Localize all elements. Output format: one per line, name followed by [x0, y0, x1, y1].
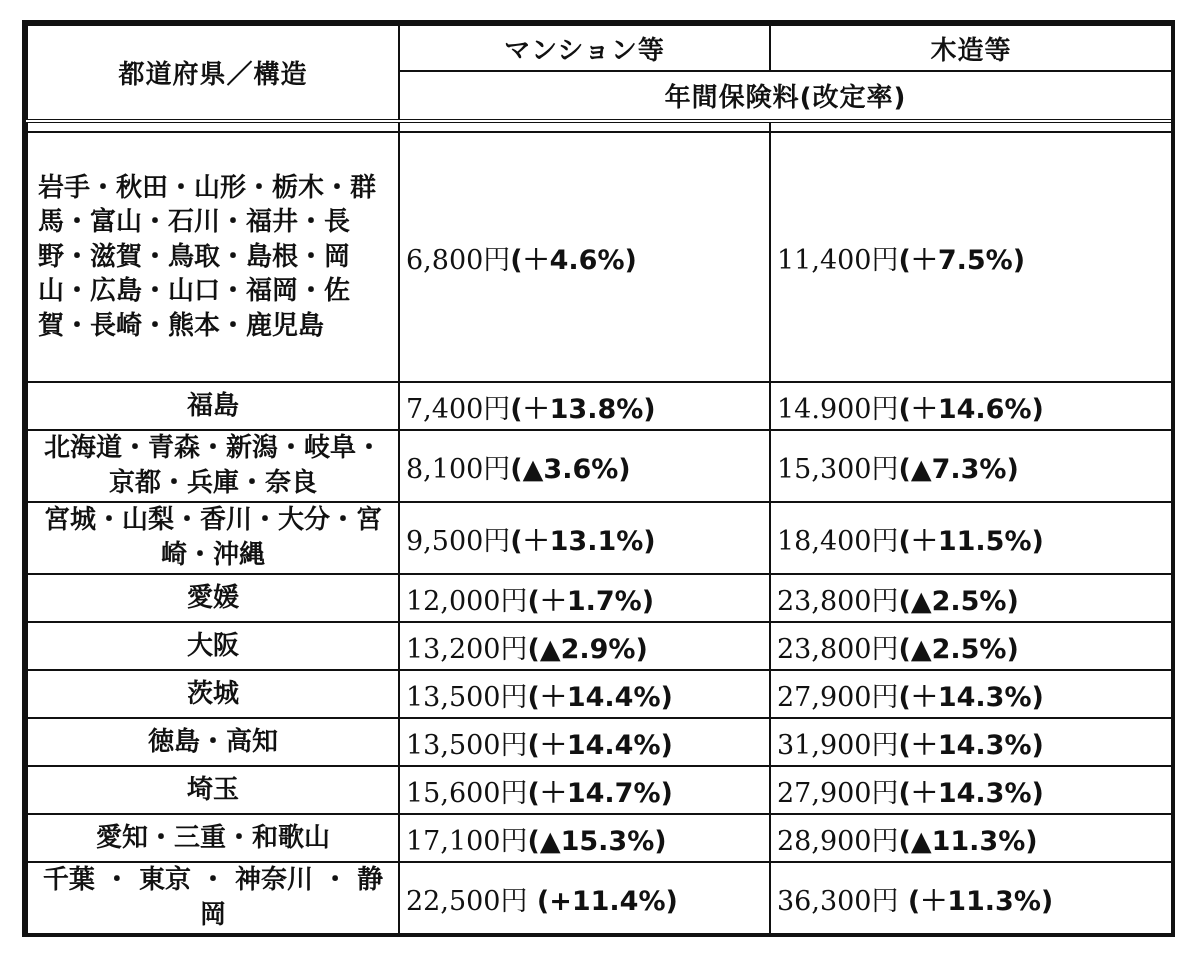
wood-rate: (▲2.5%) — [898, 633, 1019, 665]
mansion-premium: 13,500円 — [406, 729, 528, 761]
mansion-cell — [399, 766, 770, 814]
wood-cell — [770, 718, 1172, 766]
mansion-rate: (▲3.6%) — [510, 453, 631, 485]
table-row — [27, 862, 1172, 934]
table-row — [27, 430, 1172, 502]
wood-rate: (＋7.5%) — [898, 244, 1026, 276]
mansion-cell — [399, 132, 770, 382]
wood-rate: (＋14.3%) — [898, 777, 1044, 809]
table-row — [27, 718, 1172, 766]
wood-rate: (▲7.3%) — [898, 453, 1019, 485]
prefecture-cell: 千葉 ・ 東京 ・ 神奈川 ・ 静岡 — [27, 862, 399, 934]
prefecture-cell: 愛媛 — [27, 574, 399, 622]
mansion-premium: 13,200円 — [406, 633, 528, 665]
table-row — [27, 502, 1172, 574]
mansion-premium: 6,800円 — [406, 244, 511, 276]
mansion-cell — [399, 718, 770, 766]
mansion-rate: (▲2.9%) — [527, 633, 648, 665]
wood-rate: (＋11.5%) — [898, 525, 1044, 557]
mansion-premium: 17,100円 — [406, 825, 528, 857]
mansion-premium: 8,100円 — [406, 453, 511, 485]
wood-premium: 27,900円 — [777, 777, 899, 809]
prefecture-cell: 茨城 — [27, 670, 399, 718]
prefecture-cell: 福島 — [27, 382, 399, 430]
mansion-rate: (＋14.4%) — [527, 681, 673, 713]
header-mansion: マンション等 — [399, 25, 770, 71]
wood-cell — [770, 132, 1172, 382]
wood-cell — [770, 766, 1172, 814]
wood-premium: 31,900円 — [777, 729, 899, 761]
mansion-rate: (+11.4%) — [527, 885, 678, 917]
header-wood: 木造等 — [770, 25, 1172, 71]
premium-table-frame — [22, 20, 1175, 937]
wood-premium: 11,400円 — [777, 244, 899, 276]
header-annual-premium: 年間保険料(改定率) — [399, 71, 1172, 121]
table-row — [27, 766, 1172, 814]
wood-rate: (＋14.3%) — [898, 729, 1044, 761]
wood-premium: 14.900円 — [777, 393, 899, 425]
mansion-premium: 22,500円 — [406, 885, 528, 917]
table-row — [27, 814, 1172, 862]
mansion-rate: (＋13.8%) — [510, 393, 656, 425]
wood-cell — [770, 430, 1172, 502]
mansion-cell — [399, 574, 770, 622]
mansion-cell — [399, 622, 770, 670]
prefecture-cell: 宮城・山梨・香川・大分・宮崎・沖縄 — [27, 502, 399, 574]
wood-rate: (＋14.3%) — [898, 681, 1044, 713]
table-row — [27, 670, 1172, 718]
table-row — [27, 382, 1172, 430]
wood-cell — [770, 670, 1172, 718]
mansion-rate: (＋4.6%) — [510, 244, 637, 276]
table-row — [27, 622, 1172, 670]
mansion-premium: 12,000円 — [406, 585, 528, 617]
mansion-rate: (＋14.7%) — [527, 777, 673, 809]
mansion-cell — [399, 862, 770, 934]
wood-rate: (＋11.3%) — [898, 885, 1054, 917]
mansion-premium: 15,600円 — [406, 777, 528, 809]
prefecture-cell: 大阪 — [27, 622, 399, 670]
mansion-premium: 9,500円 — [406, 525, 511, 557]
prefecture-cell: 埼玉 — [27, 766, 399, 814]
wood-cell — [770, 814, 1172, 862]
table-row — [27, 132, 1172, 382]
prefecture-cell: 愛知・三重・和歌山 — [27, 814, 399, 862]
insurance-premium-table — [26, 24, 1173, 935]
mansion-rate: (＋1.7%) — [527, 585, 655, 617]
wood-rate: (＋14.6%) — [898, 393, 1044, 425]
table-row — [27, 574, 1172, 622]
wood-premium: 36,300円 — [777, 885, 899, 917]
wood-cell — [770, 622, 1172, 670]
wood-premium: 23,800円 — [777, 633, 899, 665]
mansion-cell — [399, 502, 770, 574]
wood-cell — [770, 502, 1172, 574]
wood-premium: 23,800円 — [777, 585, 899, 617]
mansion-cell — [399, 670, 770, 718]
header-prefecture: 都道府県／構造 — [27, 25, 399, 121]
wood-cell — [770, 574, 1172, 622]
wood-cell — [770, 382, 1172, 430]
mansion-premium: 7,400円 — [406, 393, 511, 425]
mansion-premium: 13,500円 — [406, 681, 528, 713]
mansion-rate: (＋14.4%) — [527, 729, 673, 761]
wood-rate: (▲2.5%) — [898, 585, 1019, 617]
wood-rate: (▲11.3%) — [898, 825, 1038, 857]
wood-premium: 18,400円 — [777, 525, 899, 557]
mansion-cell — [399, 430, 770, 502]
wood-premium: 28,900円 — [777, 825, 899, 857]
wood-premium: 27,900円 — [777, 681, 899, 713]
wood-cell — [770, 862, 1172, 934]
mansion-rate: (▲15.3%) — [527, 825, 667, 857]
prefecture-cell: 徳島・高知 — [27, 718, 399, 766]
mansion-cell — [399, 382, 770, 430]
mansion-cell — [399, 814, 770, 862]
mansion-rate: (＋13.1%) — [510, 525, 656, 557]
prefecture-cell: 岩手・秋田・山形・栃木・群馬・富山・石川・福井・長野・滋賀・鳥取・島根・岡山・広島・山口・福岡・佐賀・長崎・熊本・鹿児島 — [27, 132, 399, 382]
wood-premium: 15,300円 — [777, 453, 899, 485]
prefecture-cell: 北海道・青森・新潟・岐阜・京都・兵庫・奈良 — [27, 430, 399, 502]
